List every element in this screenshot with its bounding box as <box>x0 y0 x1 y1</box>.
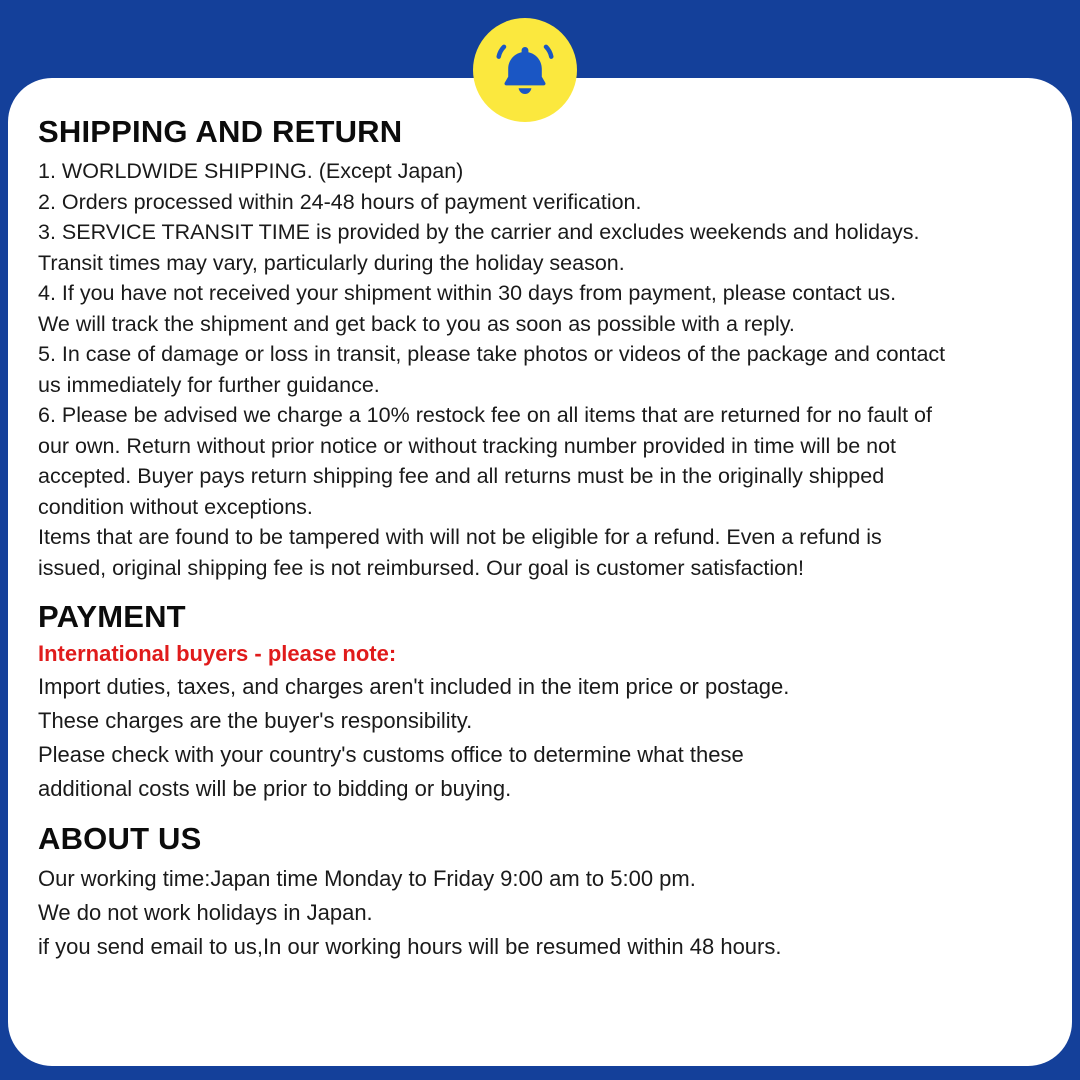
payment-line: These charges are the buyer's responsibility. <box>38 708 473 734</box>
shipping-line: 5. In case of damage or loss in transit, please take photos or videos of the package and contact <box>38 342 946 367</box>
about-title: ABOUT US <box>38 820 202 856</box>
bell-badge <box>473 18 577 122</box>
shipping-line: our own. Return without prior notice or without tracking number provided in time will be not <box>38 433 897 458</box>
shipping-line: issued, original shipping fee is not reimbursed. Our goal is customer satisfaction! <box>38 555 805 580</box>
bell-icon <box>493 39 557 101</box>
shipping-line: Items that are found to be tampered with will not be eligible for a refund. Even a refund is <box>38 525 882 550</box>
shipping-title: SHIPPING AND RETURN <box>38 114 403 149</box>
shipping-line: 4. If you have not received your shipment within 30 days from payment, please contact us. <box>38 281 897 306</box>
shipping-line: 3. SERVICE TRANSIT TIME is provided by the carrier and excludes weekends and holidays. <box>38 220 920 245</box>
shipping-line: 2. Orders processed within 24-48 hours of payment verification. <box>38 189 642 214</box>
shipping-line: us immediately for further guidance. <box>38 372 380 397</box>
shipping-lines <box>38 156 1042 583</box>
section-shipping <box>38 114 1042 583</box>
payment-line: Import duties, taxes, and charges aren't included in the item price or postage. <box>38 674 790 700</box>
payment-line: Please check with your country's customs office to determine what these <box>38 742 744 767</box>
shipping-line: We will track the shipment and get back to you as soon as possible with a reply. <box>38 311 795 336</box>
shipping-line: Transit times may vary, particularly during the holiday season. <box>38 250 625 275</box>
payment-note: International buyers - please note: <box>38 641 397 667</box>
shipping-line: 6. Please be advised we charge a 10% restock fee on all items that are returned for no fault of <box>38 403 932 428</box>
content-card <box>8 78 1072 1066</box>
shipping-line: accepted. Buyer pays return shipping fee and all returns must be in the originally shipped <box>38 464 885 489</box>
section-payment <box>38 599 1042 805</box>
payment-title: PAYMENT <box>38 599 186 635</box>
shipping-line: condition without exceptions. <box>38 494 313 519</box>
about-line: We do not work holidays in Japan. <box>38 899 373 925</box>
shipping-line: 1. WORLDWIDE SHIPPING. (Except Japan) <box>38 159 464 183</box>
about-line: if you send email to us,In our working hours will be resumed within 48 hours. <box>38 933 782 959</box>
about-line: Our working time:Japan time Monday to Friday 9:00 am to 5:00 pm. <box>38 865 696 891</box>
payment-line: additional costs will be prior to bidding or buying. <box>38 775 512 801</box>
section-about <box>38 821 1042 963</box>
